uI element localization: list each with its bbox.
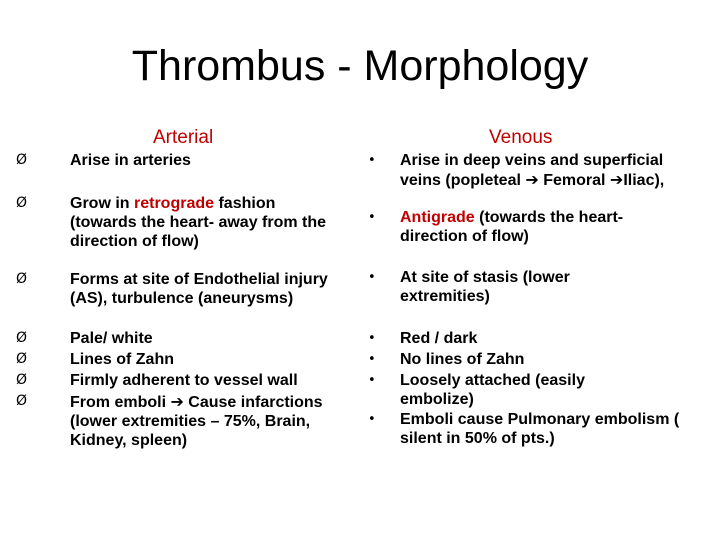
text-segment: Arise in deep veins and superficial veins (popleteal — [400, 152, 664, 189]
text-segment: Femoral — [538, 172, 610, 189]
text-segment: Cause infarctions (lower extremities – 75%, Brain, Kidney, spleen) — [70, 394, 323, 449]
arterial-item-forms — [16, 270, 330, 308]
venous-item-antigrade — [368, 208, 670, 246]
arterial-heading: Arterial — [153, 127, 214, 148]
text-segment: (towards the heart- direction of flow) — [400, 209, 624, 245]
item-text: Lines of Zahn — [70, 351, 174, 368]
retrograde-highlight: retrograde — [134, 195, 215, 212]
text-segment: Iliac), — [623, 172, 665, 189]
item-text: Emboli cause Pulmonary embolism ( silent in 50% of pts.) — [400, 411, 680, 447]
dot-bullet-icon: • — [368, 373, 376, 388]
item-text: Red / dark — [400, 330, 478, 347]
antigrade-highlight: Antigrade — [400, 209, 475, 226]
dot-bullet-icon: • — [368, 412, 376, 427]
arrowhead-bullet-icon: Ø — [16, 372, 28, 388]
item-text — [70, 194, 342, 251]
text-segment: Grow in — [70, 195, 134, 212]
right-arrow-icon: ➔ — [525, 170, 539, 189]
dot-bullet-icon: • — [368, 352, 376, 367]
dot-bullet-icon: • — [368, 270, 376, 285]
arrowhead-bullet-icon: Ø — [16, 271, 28, 287]
arrowhead-bullet-icon: Ø — [16, 351, 28, 367]
dot-bullet-icon: • — [368, 153, 376, 168]
item-text: Firmly adherent to vessel wall — [70, 372, 298, 389]
text-segment: fashion (towards the heart- away from the direction of flow) — [70, 195, 327, 250]
slide-title: Thrombus - Morphology — [131, 42, 589, 90]
venous-item-loosely — [368, 371, 640, 409]
right-arrow-icon: ➔ — [170, 392, 184, 411]
item-text: Pale/ white — [70, 330, 153, 347]
item-text — [70, 392, 342, 450]
venous-item-red — [368, 329, 670, 348]
item-text — [400, 208, 670, 246]
arterial-item-emboli — [16, 392, 342, 450]
venous-heading: Venous — [489, 127, 553, 148]
arterial-item-pale — [16, 329, 340, 348]
right-arrow-icon: ➔ — [609, 170, 624, 189]
item-text: Arise in arteries — [70, 152, 191, 169]
venous-item-stasis — [368, 268, 630, 306]
item-text — [400, 151, 670, 190]
item-text: Loosely attached (easily embolize) — [400, 372, 585, 408]
arrowhead-bullet-icon: Ø — [16, 195, 28, 211]
item-text: At site of stasis (lower extremities) — [400, 269, 570, 305]
item-text: No lines of Zahn — [400, 351, 525, 368]
arterial-item-lines — [16, 350, 340, 369]
text-segment: From emboli — [70, 394, 171, 411]
venous-item-arise — [368, 151, 670, 190]
arterial-item-adherent — [16, 371, 350, 390]
arterial-item-arise — [16, 151, 340, 170]
arterial-item-grow — [16, 194, 342, 251]
item-text: Forms at site of Endothelial injury (AS), turbulence (aneurysms) — [70, 271, 328, 307]
arrowhead-bullet-icon: Ø — [16, 330, 28, 346]
dot-bullet-icon: • — [368, 331, 376, 346]
arrowhead-bullet-icon: Ø — [16, 393, 28, 409]
venous-item-no-lines — [368, 350, 670, 369]
venous-item-emboli — [368, 410, 690, 448]
arrowhead-bullet-icon: Ø — [16, 152, 28, 168]
dot-bullet-icon: • — [368, 210, 376, 225]
